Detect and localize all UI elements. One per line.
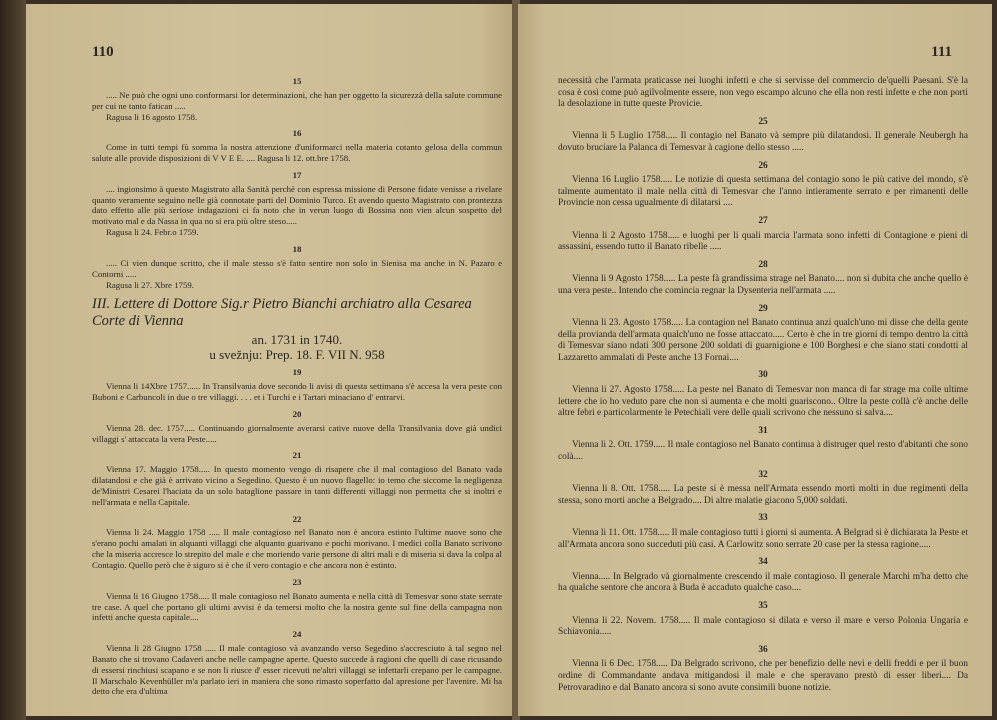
entry-number: 23	[292, 576, 302, 587]
letter-entry	[92, 629, 502, 697]
book-edge	[0, 0, 26, 720]
entry-number: 15	[292, 76, 302, 86]
continued-paragraph: necessità che l'armata praticasse nei luoghi infetti e che si servisse del commercio de'quelli Paesani. S'è la cosa è così come può agilvolmente essere, non vego escampo alcuno che ella non resti infette e che non porti la desolazione in tutte queste Provicie.	[558, 76, 968, 110]
entry-text: Vienna 16 Luglio 1758..... Le notizie di questa settimana del contagio sono le più cative del mondo, s'è talmente aumentato il male nella città di Temesvar che l'anno intieramente serrato e per rimanenti delle Provincie non cessa ugualmente di dilatarsi ....	[558, 175, 968, 209]
right-page-text	[558, 76, 968, 700]
letter-entry	[558, 304, 968, 365]
entry-number: 27	[758, 215, 768, 226]
entry-text: Vienna li 24. Maggio 1758 ..... Il male contagioso nel Banato non è ancora estinto l'ultime nuove sono che s'erano pochi amalati in alquanti villaggi che alquanto guarivano e pochi morivano. I medici colla Banato scrivono che la miseria accresce lo strepito del male e che moriendo varie persone di altri mali e di miseria si dava la colpa al Contagio. Quello però che è siguro si è che il vero contagio e che ancora non è estinto.	[92, 527, 502, 570]
entry-text: Vienna 17. Maggio 1758..... In questo momento vengo di risapere che il mal contagioso del Banato vada dilatandosi e che già è arrivato vicino a Segedino. Questo è un nuovo flagello: io temo che siccome la negligenza de'Ministri Cesarei l'haciata da un solo bataglione passare in tanti differenti villaggi non permetta che si inoltri e nell'armata e nella Capitale.	[92, 464, 502, 507]
letter-entry	[92, 128, 502, 164]
entry-number: 21	[292, 450, 302, 461]
entry-number: 34	[758, 557, 768, 568]
letter-entry	[92, 450, 502, 507]
letter-entry	[92, 409, 502, 445]
section-heading: III. Lettere di Dottore Sig.r Pietro Bianchi archiatro alla Cesarea Corte di Vienna	[92, 296, 472, 330]
entry-number: 31	[758, 425, 768, 436]
entry-text: Vienna li 16 Giugno 1758..... Il male contagioso nel Banato aumenta e nella città di Temesvar sono state serrate tre case. A quel che portano gli ultimi avvisi è da temersi molto che la nostra gente sul fine della campagna non infetti anche questa capitale....	[92, 590, 502, 623]
entry-date: Ragusa li 24. Febr.o 1759.	[106, 227, 199, 238]
entry-number: 20	[292, 408, 302, 419]
page-number-left: 110	[92, 44, 114, 60]
letter-entry	[558, 216, 968, 254]
letter-entry	[92, 76, 502, 122]
entry-number: 30	[758, 370, 768, 381]
entry-number: 35	[758, 600, 768, 611]
letter-entry	[92, 367, 502, 403]
entry-text: Vienna li 11. Ott. 1758..... Il male contagioso tutti i giorni si aumenta. A Belgrad si è dichiarata la Peste et all'Armata ancora sono succeduti più casi. A Carlowitz sono serrate 20 case per la stessa ragione.....	[558, 528, 968, 550]
letter-entry	[558, 370, 968, 419]
entry-number: 24	[292, 629, 302, 640]
page-number-right: 111	[931, 44, 952, 60]
letter-entry	[558, 260, 968, 298]
entry-number: 16	[292, 128, 302, 139]
entry-date: Ragusa li 27. Xbre 1759.	[106, 279, 194, 290]
letter-entry	[558, 557, 968, 595]
entry-number: 26	[758, 160, 768, 171]
section-source: u svežnju: Prep. 18. F. VII N. 958	[209, 347, 385, 363]
entry-text: Vienna li 28 Giugno 1758 ..... Il male contagioso và avanzando verso Segedino s'accresciuto à tal segno nel Banato che si trovano Cadaveri anche nelle campagne aperte. Questo succede à ragioni che quelli di case ricusando di essersi rinchiusi scapano e se non li riusce d' esser ricevuti ne'altri villaggi se infettarli crepano per le campagne. Il Marschalo Kevenhüller m'a parlato ieri in maniera che sono rimasto soperfatto dal apresione per l'avenire. Mi ha detto che era d'ultima	[92, 643, 502, 697]
section-years: an. 1731 in 1740.	[251, 332, 343, 348]
letter-entry	[92, 577, 502, 623]
entry-number: 17	[292, 169, 302, 180]
entry-number: 29	[758, 303, 768, 314]
letter-entry	[558, 426, 968, 464]
entry-number: 36	[758, 644, 768, 655]
letter-entry	[558, 117, 968, 155]
entry-number: 22	[292, 513, 302, 524]
entry-number: 19	[292, 367, 302, 378]
letter-entry	[92, 170, 502, 238]
entry-text: Vienna li 9 Agosto 1758..... La peste fà grandissima strage nel Banato.... non si dubita che anche quello è una vera peste.. Intendo che comincia regnar la Dysenteria nell'armata .....	[558, 274, 968, 296]
entry-text: ..... Ci vien dunque scritto, che il male stesso s'è fatto sentire non solo in Sienisa ma anche in N. Pazaro e Contorni .....	[92, 257, 502, 279]
entry-text: Vienna li 23. Agosto 1758..... La contagion nel Banato continua anzi qualch'uno mi disse che della gente della provianda dell'armata qualch'uno ne fosse attaccato..... Certo è che in tre giorni di tempo dentro la città di Temesvar siano ndati 300 persone 200 soldati di guarnigione e 100 Borghesi e che siano stati condotti al Lazzaretto ammalati di Peste anche 13 Fornai....	[558, 318, 968, 363]
entry-text: Vienna li 22. Novem. 1758..... Il male contagioso si dilata e verso il mare e verso Polonia Ungaria e Schiavonia.....	[558, 615, 968, 638]
letter-entry	[558, 645, 968, 694]
right-page	[518, 4, 992, 716]
left-page	[26, 4, 516, 716]
entry-number: 33	[758, 513, 768, 524]
left-page-text	[92, 76, 502, 703]
entry-text: Vienna li 27. Agosto 1758..... La peste nel Banato di Temesvar non manca di far strage ma colle ultime lettere che io ho veduto pare che non si aumenta e che molti guariscono.. Oltre la peste collà c'è anche delle altre febri e particolarmente le Petechiali vere delle quali scrivono che nessuno si salva....	[558, 385, 968, 419]
letter-entry	[558, 470, 968, 508]
entry-text: ..... Ne può che ogni uno conformarsi lor determinazioni, che han per oggetto la sicurezzà della salute commune per cui ne tanto fatican .....	[92, 89, 502, 111]
entry-number: 32	[758, 469, 768, 480]
entry-text: Vienna 28. dec. 1757..... Continuando giornalmente averarsi cative nuove della Transilvania dove già undici villaggi s' attaccata la vera Peste.....	[92, 422, 502, 444]
letter-entry	[92, 244, 502, 290]
entry-number: 28	[758, 259, 768, 270]
entry-text: Vienna..... In Belgrado và giornalmente crescendo il male contagioso. Il generale Marchi m'ha detto che ha qualche sentore che ancora à Buda è accaduto qualche caso....	[558, 571, 968, 594]
entry-number: 18	[292, 243, 302, 254]
letter-entry	[558, 161, 968, 210]
entry-text: .... ingionsimo à questo Magistrato alla Sanità perchè con espressa missione di Persone fidate venisse a rivelare quanto veramente seguino nelle già connotate parti del Dominio Turco. Et avendo questo Magistrato con prontezza dato effetto alle più seriose indagazioni ci fa noto che in verun luogo di Bossina non vien alcun sospetto del motivato mal e da Nassa in qua no si era più oltre steso.....	[92, 183, 502, 227]
letter-entry	[92, 514, 502, 571]
entry-text: Vienna li 14Xbre 1757...... In Transilvania dove secondo li avisi di questa settimana s'è accesa la vera peste con Buboni e Carbuncoli in due o tre villaggi. . . . et i Turchi e i Tartari minaciano d' entrarvi.	[92, 381, 502, 403]
letter-entry	[558, 513, 968, 551]
entry-text: Vienna li 6 Dec. 1758..... Da Belgrado scrivono, che per benefizio delle nevi e delli freddi e per il buon ordine di Commandante andava mitigandosi il male e che speravano prestò di esser liberi.... Da Petrovaradino e dal Banato ancora si sono avute consimili buone notizie.	[558, 659, 968, 693]
entry-text: Vienna li 2. Ott. 1759..... Il male contagioso nel Banato continua à distruger quel resto d'abitanti che sono colà....	[558, 440, 968, 463]
entry-text: Vienna li 2 Agosto 1758..... e luoghi per li quali marcia l'armata sono infetti di Contagione e pieni di assassini, essendo tutto il Banato ribelle .....	[558, 230, 968, 253]
entry-date: Ragusa li 16 agosto 1758.	[106, 111, 198, 122]
entry-text: Come in tutti tempi fù somma la nostra attenzione d'uniformarci nella materia cotanto gelosa della commun salute alle provide disposizioni di V V E E. .... Ragusa li 12. ott.bre 1758.	[92, 142, 502, 164]
entry-text: Vienna li 8. Ott. 1758..... La peste si è messa nell'Armata essendo morti molti in due regimenti della stessa, sono morti anche a Belgrado.... Di altre malatie giacono 5,000 soldati.	[558, 484, 968, 506]
entry-number: 25	[758, 116, 768, 127]
entry-text: Vienna li 5 Luglio 1758..... Il contagio nel Banato và sempre più dilatandosi. Il generale Neubergh ha dovuto bruciare la Palanca di Temesvar à cagione dello stesso .....	[558, 131, 968, 153]
letter-entry	[558, 601, 968, 639]
